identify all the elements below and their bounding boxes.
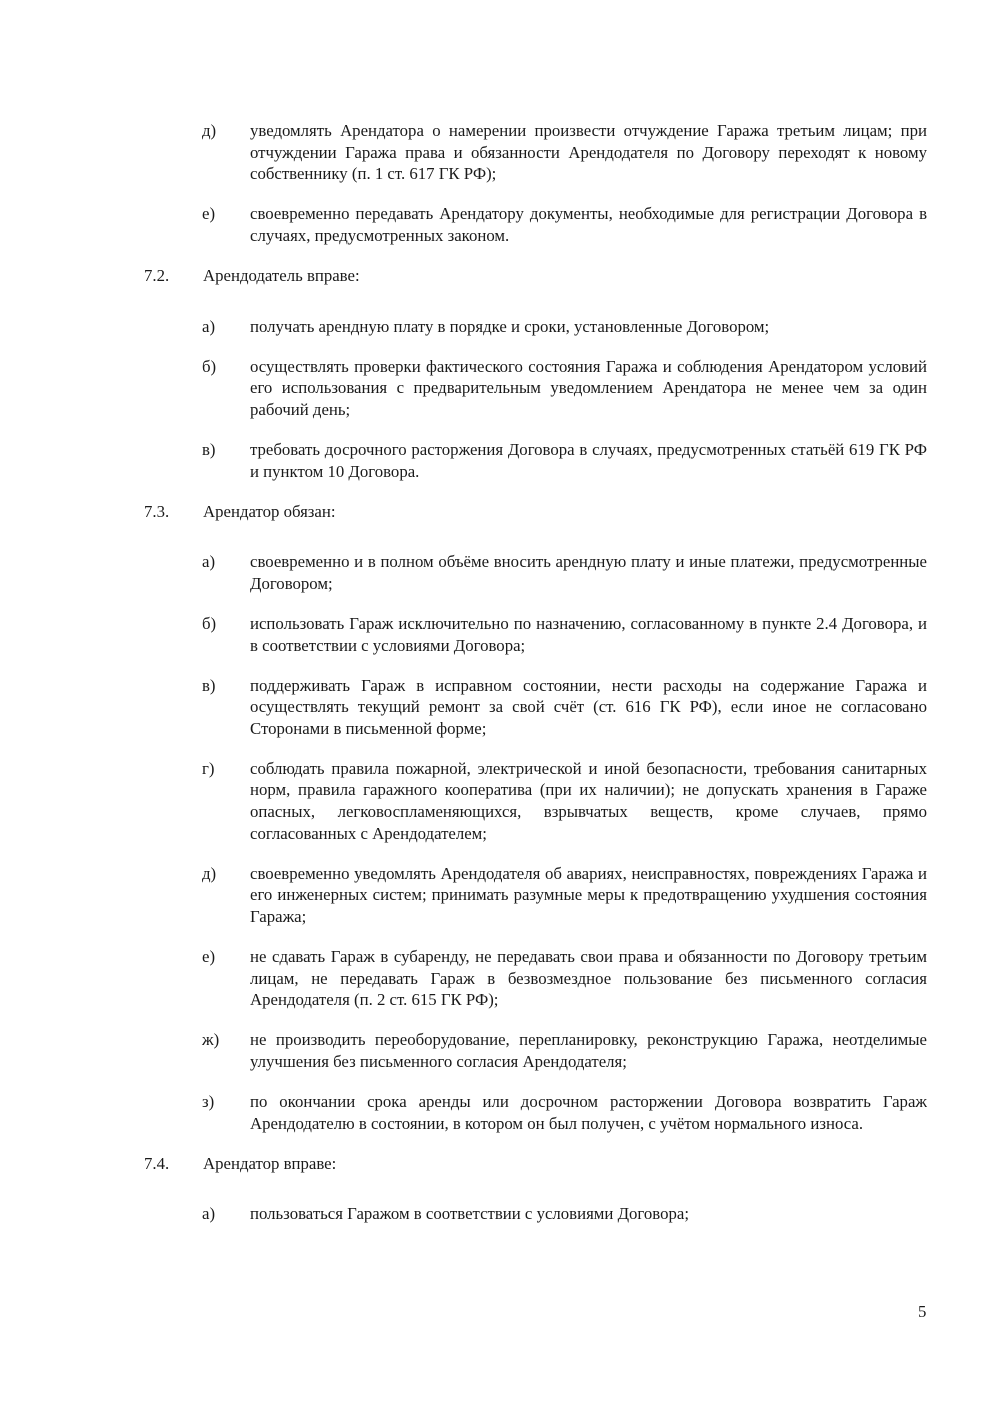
list-item-marker: е) — [202, 947, 216, 967]
list-item — [202, 1091, 927, 1134]
list-item-text: своевременно и в полном объёме вносить арендную плату и иные платежи, предусмотренные Договором; — [250, 552, 927, 593]
list-item-text: пользоваться Гаражом в соответствии с условиями Договора; — [250, 1204, 689, 1224]
list-item — [202, 316, 927, 338]
list-item — [202, 863, 927, 928]
list-item-marker: ж) — [202, 1030, 220, 1050]
list-item-marker: а) — [202, 552, 216, 572]
section-heading — [144, 501, 1000, 523]
list-item — [202, 203, 927, 246]
list-item-text: осуществлять проверки фактического состояния Гаража и соблюдения Арендатором условий его использования с предварительным уведомлением Арендатора не менее чем за один рабочий день; — [250, 356, 927, 419]
list-item — [202, 946, 927, 1011]
list-item-text: своевременно уведомлять Арендодателя об авариях, неисправностях, повреждениях Гаража и его инженерных систем; принимать разумные меры к предотвращению ухудшения состояния Гаража; — [250, 863, 927, 926]
section-title: Арендатор обязан: — [203, 501, 336, 521]
list-item — [202, 1203, 927, 1225]
list-item-marker: д) — [202, 121, 217, 140]
section-heading — [144, 265, 1000, 287]
list-item — [202, 613, 927, 656]
list-item-marker: г) — [202, 758, 215, 778]
list-item-text: по окончании срока аренды или досрочном расторжении Договора возвратить Гараж Арендодателю в состоянии, в котором он был получен, с учётом нормального износа. — [250, 1092, 927, 1133]
list-item-text: соблюдать правила пожарной, электрической и иной безопасности, требования санитарных норм, правила гаражного кооператива (при их наличии); не допускать хранения в Гараже опасных, легковоспламеняющихся, взрывчатых веществ, кроме случаев, прямо согласованных с Арендодателем; — [250, 758, 927, 843]
list-item-marker: а) — [202, 316, 216, 336]
list-item-marker: б) — [202, 613, 217, 633]
document-body — [0, 120, 1000, 1243]
list-item-marker: з) — [202, 1092, 215, 1111]
list-item-text: своевременно передавать Арендатору документы, необходимые для регистрации Договора в случаях, предусмотренных законом. — [250, 204, 927, 245]
list-item-marker: е) — [202, 204, 216, 224]
list-item-marker: б) — [202, 356, 217, 376]
list-item — [202, 758, 927, 844]
page-number: 5 — [918, 1302, 927, 1321]
section-number: 7.3. — [144, 501, 170, 521]
list-item-text: не производить переоборудование, перепланировку, реконструкцию Гаража, неотделимые улучшения без письменного согласия Арендодателя; — [250, 1030, 927, 1071]
list-item-marker: д) — [202, 863, 217, 883]
list-item-text: получать арендную плату в порядке и сроки, установленные Договором; — [250, 316, 770, 336]
list-item — [202, 120, 927, 185]
section-number: 7.2. — [144, 265, 170, 285]
list-item-marker: а) — [202, 1204, 216, 1224]
list-item-text: поддерживать Гараж в исправном состоянии, нести расходы на содержание Гаража и осуществлять текущий ремонт за свой счёт (ст. 616 ГК РФ), если иное не согласовано Сторонами в письменной форме; — [250, 675, 927, 738]
list-item-text: не сдавать Гараж в субаренду, не передавать свои права и обязанности по Договору третьим лицам, не передавать Гараж в безвозмездное пользование без письменного согласия Арендодателя (п. 2 ст. 615 ГК РФ); — [250, 947, 927, 1010]
section-number: 7.4. — [144, 1153, 170, 1173]
section-title: Арендодатель вправе: — [203, 265, 360, 285]
list-item — [202, 1029, 927, 1072]
section-title: Арендатор вправе: — [203, 1153, 337, 1173]
list-item-marker: в) — [202, 439, 216, 459]
list-item-text: требовать досрочного расторжения Договора в случаях, предусмотренных статьёй 619 ГК РФ и пунктом 10 Договора. — [250, 439, 927, 481]
list-item — [202, 551, 927, 594]
list-item-text: уведомлять Арендатора о намерении произвести отчуждение Гаража третьим лицам; при отчуждении Гаража права и обязанности Арендодателя по Договору переходят к новому собственнику (п. 1 ст. 617 ГК РФ); — [250, 121, 927, 184]
list-item-text: использовать Гараж исключительно по назначению, согласованному в пункте 2.4 Договора, и в соответствии с условиями Договора; — [250, 613, 927, 655]
list-item-marker: в) — [202, 675, 216, 695]
list-item — [202, 439, 927, 482]
section-heading — [144, 1153, 1000, 1175]
list-item — [202, 675, 927, 740]
list-item — [202, 356, 927, 421]
